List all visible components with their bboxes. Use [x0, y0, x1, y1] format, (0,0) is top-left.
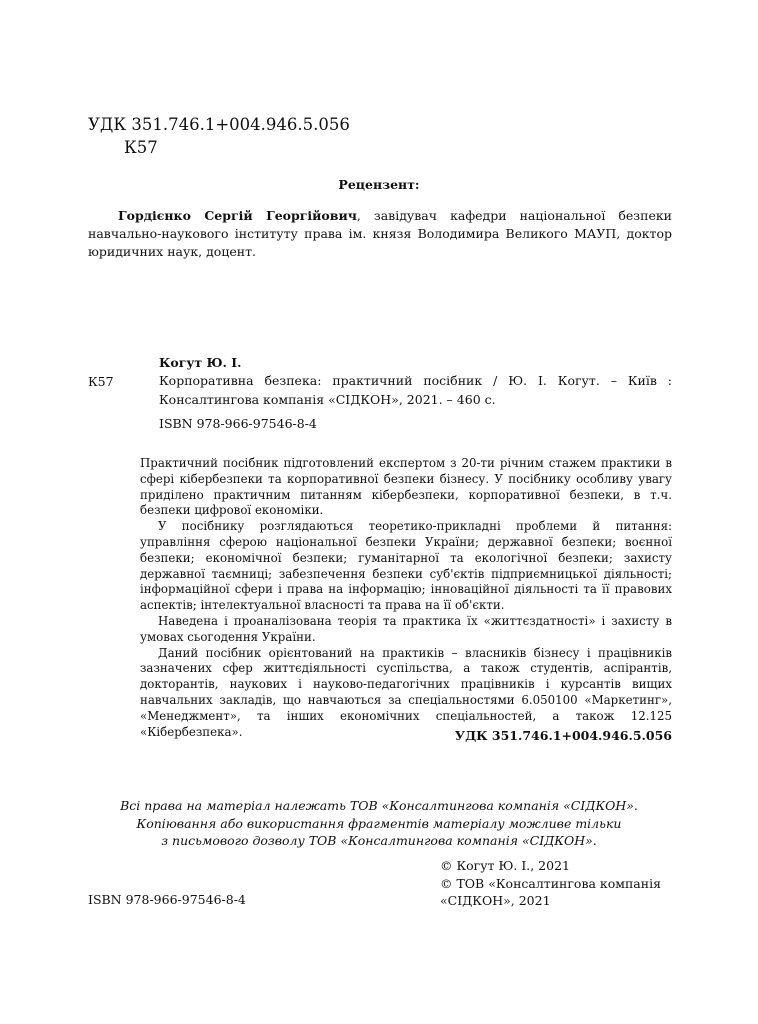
abstract-paragraph: У посібнику розглядаються теоретико-прикладні проблеми й питання: управління сферою національної безпеки України; державної безпеки; воєнної безпеки; економічної безпеки; гуманітарної та екологічної безпеки; захисту державної таємниці; забезпечення безпеки суб'єктів підприємницької діяльності; інформаційної сфери і права на інформацію; інноваційної діяльності та її правових аспектів; інтелектуальної власності та права на її об'єкти. — [140, 519, 672, 613]
udk-code-top: УДК 351.746.1+004.946.5.056 — [88, 115, 350, 134]
copyright-line: «СІДКОН», 2021 — [440, 893, 551, 908]
rights-notice — [0, 797, 758, 850]
abstract-paragraph: Практичний посібник підготовлений експертом з 20-ти річним стажем практики в сфері кібербезпеки та корпоративної безпеки бізнесу. У посібнику особливу увагу приділено практичним питанням кібербезпеки, корпоративної безпеки, в т.ч. безпеки цифрової економіки. — [140, 456, 672, 518]
author-name: Когут Ю. І. — [159, 355, 242, 370]
rights-line: Всі права на матеріал належать ТОВ «Консалтингова компанія «СІДКОН». — [120, 798, 638, 813]
abstract — [140, 456, 672, 740]
author-sign-top: К57 — [124, 138, 158, 157]
reviewer-block — [88, 207, 672, 261]
abstract-paragraph: Наведена і проаналізована теорія та практика їх «життєздатності» і захисту в умовах сьогодення України. — [140, 613, 672, 644]
rights-line: Копіювання або використання фрагментів матеріалу можливе тільки — [136, 815, 622, 831]
reviewer-details: , завідувач кафедри національної безпеки навчально-наукового інституту права ім. князя Володимира Великого МАУП, доктор юридичних наук, доцент. — [88, 208, 672, 259]
copyright-block — [440, 857, 661, 910]
abstract-paragraph: Даний посібник орієнтований на практиків – власників бізнесу і працівників зазначених сфер життєдіяльності суспільства, а також студентів, аспірантів, докторантів, наукових і науково-педагогічних працівників і курсантів вищих навчальних закладів, що навчаються за спеціальностями 6.050100 «Маркетинг», «Менеджмент», та інших економічних спеціальностей, а також 12.125 «Кібербезпека». — [140, 645, 672, 739]
author-sign-side: К57 — [88, 374, 114, 389]
isbn-main: ISBN 978-966-97546-8-4 — [159, 416, 317, 431]
copyright-line: © ТОВ «Консалтингова компанія — [440, 875, 661, 891]
isbn-footer: ISBN 978-966-97546-8-4 — [88, 892, 246, 907]
reviewer-name: Гордієнко Сергій Георгійович — [118, 208, 357, 223]
udk-code-bottom: УДК 351.746.1+004.946.5.056 — [454, 728, 672, 743]
bibliographic-description: Корпоративна безпека: практичний посібник / Ю. І. Когут. – Київ : Консалтингова компанія «СІДКОН», 2021. – 460 с. — [159, 373, 672, 407]
copyright-line: © Когут Ю. І., 2021 — [440, 858, 570, 873]
reviewer-heading: Рецензент: — [338, 177, 420, 192]
rights-line: з письмового дозволу ТОВ «Консалтингова компанія «СІДКОН». — [161, 833, 597, 848]
